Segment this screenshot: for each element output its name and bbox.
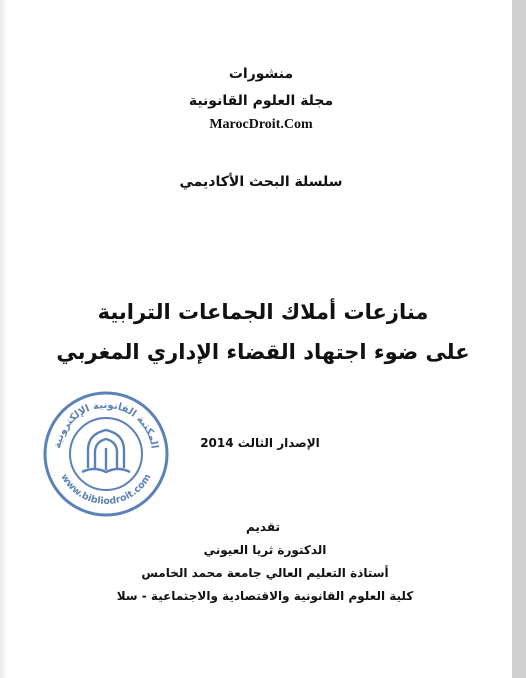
- stamp-emblem-icon: [82, 430, 130, 472]
- book-title-line2: على ضوء اجتهاد القضاء الإداري المغربي: [56, 340, 470, 364]
- author-name: الدكتورة ثريا العيوني: [203, 543, 327, 557]
- series-name: سلسلة البحث الأكاديمي: [179, 174, 343, 190]
- author-faculty: كلية العلوم القانونية والاقتصادية والاجتماعية - سلا: [116, 589, 414, 603]
- stamp-bottom-text: www.bibliodroit.com: [58, 472, 154, 508]
- page-fold-shadow: [0, 0, 7, 678]
- presented-by-label: تقديم: [246, 520, 280, 534]
- edition-label: الإصدار الثالث 2014: [200, 436, 320, 450]
- website-text: MarocDroit.Com: [209, 117, 313, 132]
- library-stamp: [42, 390, 170, 518]
- publications-label: منشورات: [228, 66, 294, 82]
- stamp-top-text: المكتبة القانونية الإلكترونية: [52, 399, 160, 450]
- author-position: أستاذة التعليم العالي جامعة محمد الخامس: [141, 566, 389, 580]
- book-title-line1: منازعات أملاك الجماعات الترابية: [97, 300, 429, 324]
- journal-name: مجلة العلوم القانونية: [188, 93, 334, 109]
